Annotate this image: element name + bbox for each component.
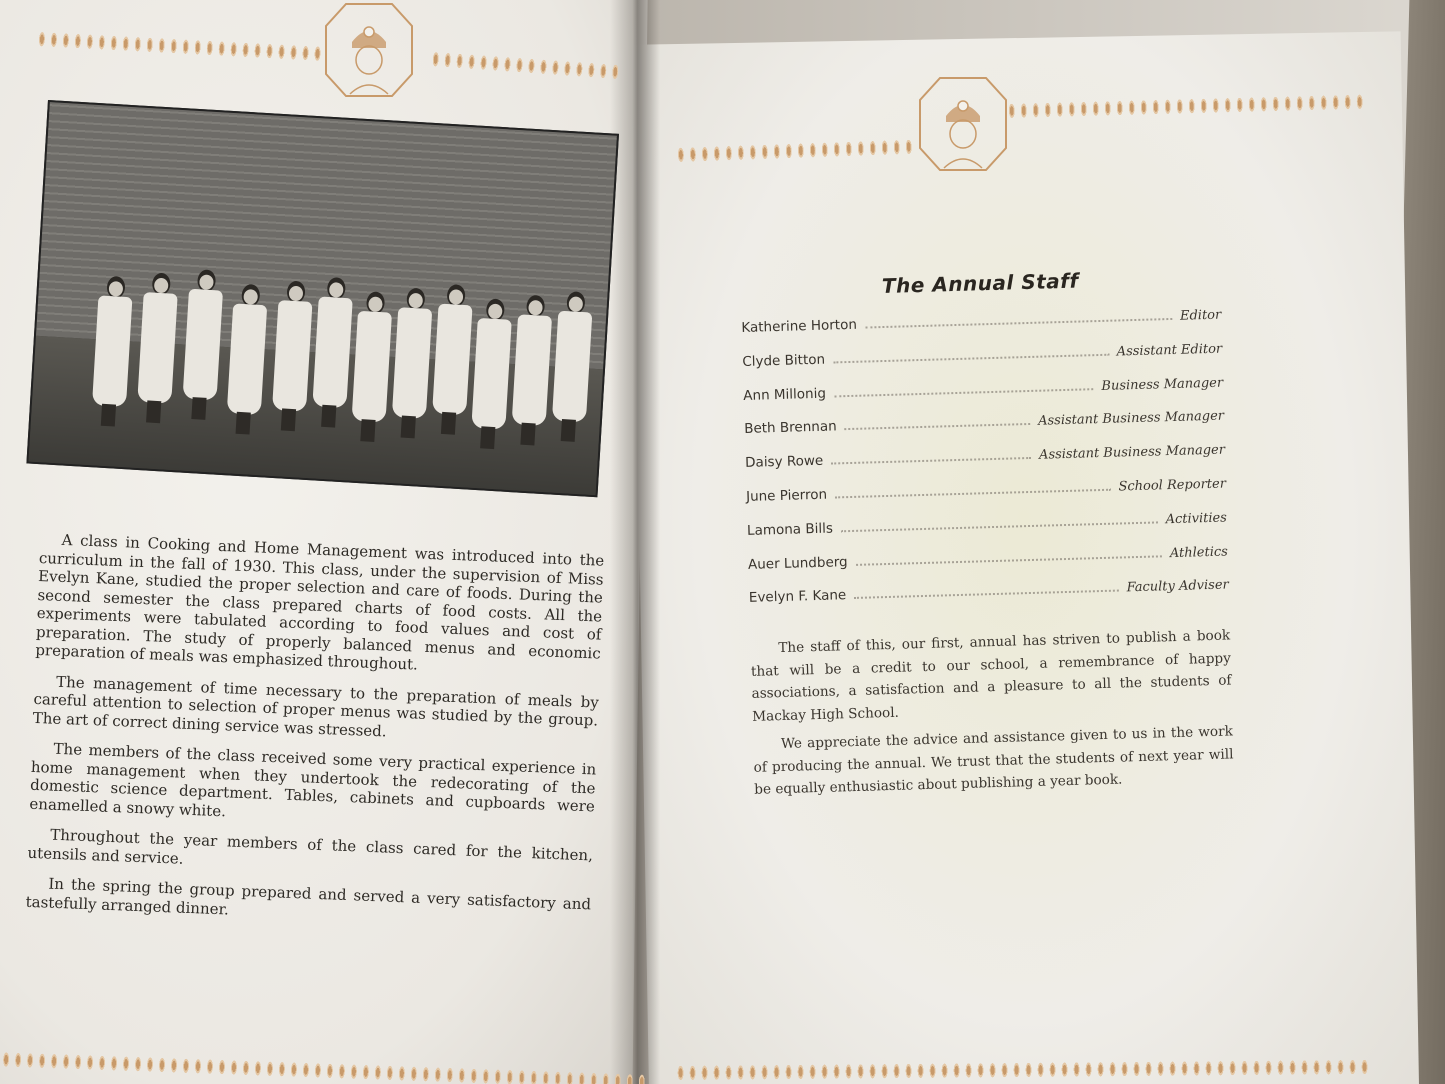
ornament-leaf-icon	[844, 138, 854, 158]
ornament-leaf-icon	[431, 48, 441, 69]
ornament-leaf-icon	[928, 1060, 937, 1080]
ornament-leaf-icon	[1175, 95, 1185, 115]
page-title: The Annual Staff	[881, 268, 1079, 299]
paragraph: The staff of this, our first, annual has striven to publish a book that will be a credit to our school, a remembrance of happy associations, a satisfaction and a pleasure to all the students of Mackay High School.	[750, 627, 1232, 725]
ornament-leaf-icon	[1007, 100, 1017, 120]
ornament-leaf-icon	[1228, 1057, 1237, 1077]
ornament-leaf-icon	[760, 141, 770, 161]
ornament-leaf-icon	[1240, 1057, 1249, 1077]
ornament-leaf-icon	[550, 56, 560, 77]
ornament-leaf-icon	[784, 1061, 793, 1081]
ornament-leaf-icon	[325, 1060, 335, 1080]
ornament-leaf-icon	[1168, 1058, 1177, 1078]
ornament-leaf-icon	[868, 137, 878, 157]
ornament-leaf-icon	[445, 1064, 455, 1084]
ornament-leaf-icon	[1343, 91, 1353, 111]
ornament-leaf-icon	[916, 1060, 925, 1080]
ornament-leaf-icon	[1259, 93, 1269, 113]
ornament-leaf-icon	[385, 1062, 395, 1082]
ornament-leaf-icon	[892, 136, 902, 156]
ornament-leaf-icon	[481, 1065, 491, 1084]
annual-staff-section	[740, 265, 1235, 808]
ornament-leaf-icon	[169, 35, 179, 55]
ornament-leaf-icon	[1, 1048, 11, 1068]
paragraph: We appreciate the advice and assistance given to us in the work of producing the annual. We trust that the students of next year will be equally enthusiastic about publishing a year book.	[753, 723, 1234, 798]
ornament-leaf-icon	[796, 139, 806, 159]
ornament-leaf-icon	[637, 1071, 647, 1084]
ornament-leaf-icon	[517, 1066, 527, 1084]
miner-emblem-icon	[324, 2, 414, 98]
ornament-leaf-icon	[772, 140, 782, 160]
ornament-leaf-icon	[1115, 97, 1125, 117]
ornament-leaf-icon	[25, 1049, 35, 1069]
ornament-leaf-icon	[277, 1058, 287, 1078]
ornament-leaf-icon	[1156, 1058, 1165, 1078]
ornament-leaf-icon	[433, 1063, 443, 1083]
ornament-leaf-icon	[169, 1054, 179, 1074]
ornament-leaf-icon	[349, 1061, 359, 1081]
ornament-leaf-icon	[133, 33, 143, 53]
ornament-leaf-icon	[241, 39, 251, 59]
ornament-leaf-icon	[229, 38, 239, 58]
ornament-leaf-icon	[1295, 92, 1305, 112]
ornament-leaf-icon	[610, 61, 620, 82]
staff-name: Evelyn F. Kane	[748, 587, 847, 607]
ornament-leaf-icon	[541, 1067, 551, 1084]
ornament-leaf-icon	[700, 143, 710, 163]
staff-role: Assistant Business Manager	[1038, 442, 1226, 463]
ornament-leaf-icon	[952, 1060, 961, 1080]
ornament-leaf-icon	[856, 1060, 865, 1080]
ornament-leaf-icon	[1252, 1057, 1261, 1077]
ornament-leaf-icon	[712, 1062, 721, 1082]
ornament-leaf-icon	[1204, 1057, 1213, 1077]
ornament-leaf-icon	[121, 1053, 131, 1073]
ornament-leaf-icon	[85, 1051, 95, 1071]
ornament-leaf-icon	[562, 57, 572, 78]
ornament-leaf-icon	[313, 42, 323, 62]
ornament-leaf-icon	[760, 1061, 769, 1081]
ornament-leaf-icon	[397, 1062, 407, 1082]
ornament-leaf-icon	[1060, 1059, 1069, 1079]
ornament-leaf-icon	[229, 1056, 239, 1076]
ornament-leaf-icon	[1067, 98, 1077, 118]
ornament-leaf-icon	[1043, 99, 1053, 119]
staff-role: Business Manager	[1101, 375, 1224, 394]
ornament-leaf-icon	[49, 1050, 59, 1070]
ornament-leaf-icon	[181, 36, 191, 56]
ornament-leaf-icon	[443, 49, 453, 70]
staff-list	[741, 307, 1229, 624]
ornament-leaf-icon	[205, 1056, 215, 1076]
staff-name: June Pierron	[745, 486, 828, 505]
ornament-leaf-icon	[868, 1060, 877, 1080]
ornament-leaf-icon	[904, 1060, 913, 1080]
ornament-leaf-icon	[301, 1059, 311, 1079]
ornament-leaf-icon	[892, 1060, 901, 1080]
ornament-leaf-icon	[808, 139, 818, 159]
ornament-leaf-icon	[574, 58, 584, 79]
ornament-leaf-icon	[1235, 94, 1245, 114]
ornament-leaf-icon	[553, 1068, 563, 1084]
ornament-leaf-icon	[1211, 94, 1221, 114]
staff-role: Assistant Business Manager	[1037, 408, 1225, 430]
ornament-leaf-icon	[565, 1068, 575, 1084]
ornament-leaf-icon	[373, 1061, 383, 1081]
ornament-leaf-icon	[469, 1065, 479, 1084]
ornament-leaf-icon	[502, 53, 512, 74]
staff-role: Athletics	[1169, 544, 1229, 561]
ornament-leaf-icon	[490, 52, 500, 73]
ornament-leaf-icon	[289, 41, 299, 61]
ornament-leaf-icon	[1271, 93, 1281, 113]
ornament-leaf-icon	[1055, 99, 1065, 119]
ornament-leaf-icon	[61, 1051, 71, 1071]
ornament-leaf-icon	[613, 1070, 623, 1084]
ornament-leaf-icon	[277, 41, 287, 61]
ornament-leaf-icon	[526, 55, 536, 76]
staff-role: School Reporter	[1118, 476, 1227, 495]
ornament-leaf-icon	[313, 1059, 323, 1079]
ornament-leaf-icon	[976, 1059, 985, 1079]
ornament-leaf-icon	[1180, 1058, 1189, 1078]
ornament-leaf-icon	[676, 1062, 685, 1082]
paragraph: Throughout the year members of the class cared for the kitchen, utensils and service.	[27, 825, 594, 868]
ornament-leaf-icon	[205, 37, 215, 57]
staff-statement	[750, 625, 1234, 802]
ornament-leaf-icon	[85, 31, 95, 51]
miner-emblem-icon	[918, 76, 1008, 172]
ornament-leaf-icon	[844, 1060, 853, 1080]
ornament-leaf-icon	[457, 1064, 467, 1084]
ornament-leaf-icon	[1324, 1056, 1333, 1076]
ornament-leaf-icon	[1091, 98, 1101, 118]
ornament-leaf-icon	[1031, 99, 1041, 119]
ornament-leaf-icon	[988, 1059, 997, 1079]
ornament-leaf-icon	[538, 56, 548, 77]
ornament-leaf-icon	[13, 1049, 23, 1069]
ornament-leaf-icon	[1276, 1057, 1285, 1077]
ornament-leaf-icon	[157, 1054, 167, 1074]
ornament-leaf-icon	[1360, 1056, 1369, 1076]
ornament-leaf-icon	[1319, 92, 1329, 112]
ornament-leaf-icon	[73, 1051, 83, 1071]
ornament-leaf-icon	[145, 34, 155, 54]
ornament-leaf-icon	[940, 1060, 949, 1080]
ornament-leaf-icon	[61, 29, 71, 49]
ornament-leaf-icon	[856, 137, 866, 157]
ornament-leaf-icon	[1151, 96, 1161, 116]
ornament-leaf-icon	[1199, 95, 1209, 115]
ornament-leaf-icon	[1120, 1058, 1129, 1078]
ornament-leaf-icon	[676, 144, 686, 164]
ornament-leaf-icon	[301, 42, 311, 62]
paragraph: The management of time necessary to the preparation of meals by careful attention to selection of proper menus was studied by the group. The art of correct dining service was stressed.	[32, 672, 600, 740]
staff-role: Assistant Editor	[1116, 341, 1223, 360]
ornament-leaf-icon	[1079, 98, 1089, 118]
ornament-leaf-icon	[736, 1061, 745, 1081]
ornament-leaf-icon	[265, 1058, 275, 1078]
dot-leader	[865, 310, 1172, 329]
ornament-leaf-icon	[820, 1061, 829, 1081]
ornament-leaf-icon	[1192, 1057, 1201, 1077]
ornament-leaf-icon	[1000, 1059, 1009, 1079]
staff-name: Auer Lundberg	[747, 553, 848, 573]
paragraph: The members of the class received some very practical experience in home management when they undertook the redecorating of the domestic science department. Tables, cabinets and cupboards were enamelled a snowy white.	[29, 739, 597, 820]
ornament-leaf-icon	[784, 140, 794, 160]
ornament-leaf-icon	[1223, 94, 1233, 114]
ornament-leaf-icon	[1331, 91, 1341, 111]
ornament-leaf-icon	[37, 28, 47, 48]
ornament-leaf-icon	[1127, 97, 1137, 117]
ornament-leaf-icon	[421, 1063, 431, 1083]
staff-name: Lamona Bills	[746, 520, 834, 539]
ornament-leaf-icon	[217, 37, 227, 57]
ornament-leaf-icon	[1283, 93, 1293, 113]
ornament-leaf-icon	[253, 1057, 263, 1077]
ornament-leaf-icon	[880, 1060, 889, 1080]
ornament-leaf-icon	[772, 1061, 781, 1081]
ornament-leaf-icon	[748, 1061, 757, 1081]
ornament-leaf-icon	[1264, 1057, 1273, 1077]
ornament-leaf-icon	[724, 1062, 733, 1082]
dot-leader	[831, 449, 1031, 465]
ornament-leaf-icon	[688, 143, 698, 163]
ornament-leaf-icon	[589, 1069, 599, 1084]
ornament-leaf-icon	[1288, 1057, 1297, 1077]
ornament-leaf-icon	[193, 1055, 203, 1075]
ornament-leaf-icon	[361, 1061, 371, 1081]
ornament-leaf-icon	[1163, 96, 1173, 116]
ornament-leaf-icon	[1144, 1058, 1153, 1078]
ornament-leaf-icon	[1036, 1059, 1045, 1079]
staff-name: Katherine Horton	[741, 316, 858, 336]
staff-role: Activities	[1165, 510, 1228, 527]
ornament-leaf-icon	[688, 1062, 697, 1082]
ornament-leaf-icon	[1072, 1058, 1081, 1078]
staff-name: Ann Millonig	[743, 385, 827, 404]
ornament-leaf-icon	[748, 141, 758, 161]
ornament-leaf-icon	[880, 137, 890, 157]
ornament-leaf-icon	[241, 1057, 251, 1077]
ornament-leaf-icon	[712, 142, 722, 162]
ornament-leaf-icon	[1084, 1058, 1093, 1078]
ornament-leaf-icon	[1247, 93, 1257, 113]
ornament-leaf-icon	[529, 1067, 539, 1084]
ornament-leaf-icon	[1216, 1057, 1225, 1077]
ornament-leaf-icon	[73, 30, 83, 50]
ornament-leaf-icon	[1108, 1058, 1117, 1078]
ornament-leaf-icon	[97, 1052, 107, 1072]
ornament-leaf-icon	[601, 1069, 611, 1084]
ornament-leaf-icon	[1019, 99, 1029, 119]
ornament-leaf-icon	[832, 1061, 841, 1081]
ornament-leaf-icon	[37, 1050, 47, 1070]
ornament-leaf-icon	[1355, 91, 1365, 111]
ornament-leaf-icon	[1312, 1056, 1321, 1076]
ornament-leaf-icon	[1187, 95, 1197, 115]
ornament-leaf-icon	[478, 51, 488, 72]
ornament-leaf-icon	[467, 51, 477, 72]
ornament-leaf-icon	[97, 31, 107, 51]
ornament-leaf-icon	[1024, 1059, 1033, 1079]
staff-name: Clyde Bitton	[742, 351, 826, 370]
ornament-leaf-icon	[265, 40, 275, 60]
ornament-leaf-icon	[1348, 1056, 1357, 1076]
ornament-leaf-icon	[832, 138, 842, 158]
paragraph: A class in Cooking and Home Management was introduced into the curriculum in the fall of 1930. This class, under the supervision of Miss Evelyn Kane, studied the proper selection and care of foods. During the second semester the class prepared charts of food costs. All the experiments were tabulated according to food values and cost of preparation. The study of properly balanced menus and economic preparation of meals was emphasized throughout.	[35, 530, 605, 674]
ornament-leaf-icon	[193, 36, 203, 56]
book-gutter	[610, 0, 660, 1084]
ornament-leaf-icon	[598, 60, 608, 81]
ornament-leaf-icon	[1139, 96, 1149, 116]
staff-name: Beth Brennan	[744, 418, 837, 438]
ornament-leaf-icon	[289, 1058, 299, 1078]
ornament-leaf-icon	[253, 39, 263, 59]
ornament-leaf-icon	[1132, 1058, 1141, 1078]
ornament-leaf-icon	[121, 32, 131, 52]
ornament-leaf-icon	[700, 1062, 709, 1082]
ornament-leaf-icon	[49, 29, 59, 49]
ornament-leaf-icon	[409, 1063, 419, 1083]
ornament-leaf-icon	[109, 1052, 119, 1072]
ornament-leaf-icon	[1336, 1056, 1345, 1076]
ornament-leaf-icon	[808, 1061, 817, 1081]
staff-role: Faculty Adviser	[1126, 577, 1229, 596]
ornament-leaf-icon	[820, 139, 830, 159]
ornament-leaf-icon	[796, 1061, 805, 1081]
cooking-class-text	[25, 530, 605, 944]
staff-name: Daisy Rowe	[744, 452, 824, 472]
paragraph: In the spring the group prepared and served a very satisfactory and tastefully arranged dinner.	[25, 874, 592, 919]
ornament-leaf-icon	[1048, 1059, 1057, 1079]
ornament-leaf-icon	[964, 1059, 973, 1079]
ornament-leaf-icon	[1307, 92, 1317, 112]
ornament-leaf-icon	[586, 59, 596, 80]
ornament-leaf-icon	[736, 142, 746, 162]
ornament-leaf-icon	[145, 1053, 155, 1073]
ornament-leaf-icon	[724, 142, 734, 162]
ornament-leaf-icon	[217, 1056, 227, 1076]
ornament-leaf-icon	[181, 1055, 191, 1075]
ornament-leaf-icon	[133, 1053, 143, 1073]
ornament-leaf-icon	[1012, 1059, 1021, 1079]
ornament-leaf-icon	[1103, 97, 1113, 117]
ornament-leaf-icon	[157, 34, 167, 54]
staff-role: Editor	[1179, 307, 1222, 324]
ornament-leaf-icon	[1096, 1058, 1105, 1078]
class-photograph	[26, 100, 619, 497]
dot-leader	[845, 415, 1031, 430]
ornament-leaf-icon	[1300, 1056, 1309, 1076]
ornament-leaf-icon	[337, 1060, 347, 1080]
ornament-leaf-icon	[455, 50, 465, 71]
ornament-leaf-icon	[625, 1070, 635, 1084]
ornament-leaf-icon	[493, 1066, 503, 1084]
ornament-leaf-icon	[904, 136, 914, 156]
ornament-leaf-icon	[514, 54, 524, 75]
ornament-leaf-icon	[577, 1069, 587, 1084]
ornament-leaf-icon	[505, 1066, 515, 1084]
ornament-leaf-icon	[109, 32, 119, 52]
